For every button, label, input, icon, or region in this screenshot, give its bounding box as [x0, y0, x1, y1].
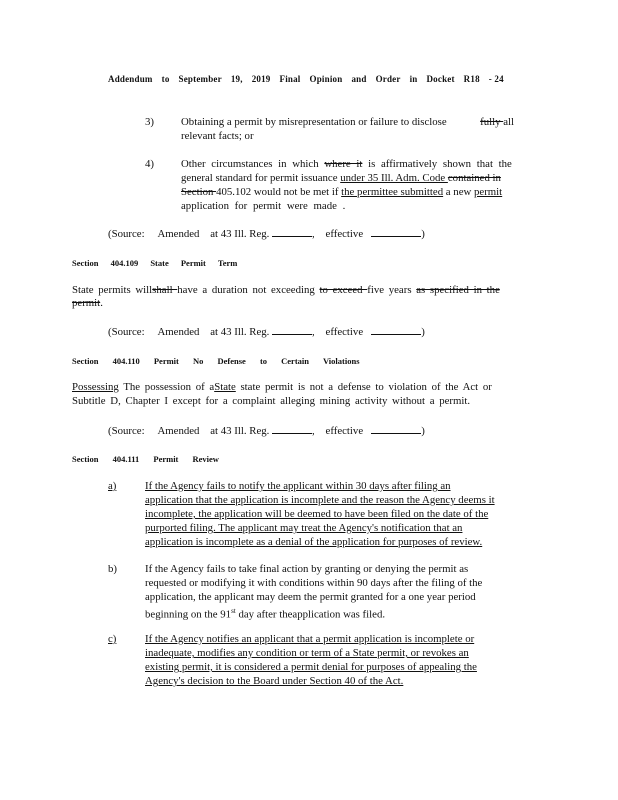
- section-404-109-heading: Section 404.109 State Permit Term: [72, 258, 238, 268]
- body-text: .: [100, 297, 103, 309]
- deleted-text: as specified in the: [416, 284, 500, 296]
- body-text: beginning on the 91: [145, 608, 232, 621]
- header-word: Order: [375, 74, 401, 84]
- subsection-a-text: [145, 479, 515, 549]
- inserted-text: inadequate, modifies any condition or term of a State permit, or revokes an: [145, 647, 469, 659]
- deleted-text: where it: [324, 158, 363, 170]
- section-404-111-heading: Section 404.111 Permit Review: [72, 454, 219, 464]
- inserted-text: If the Agency notifies an applicant that a permit application is incomplete or: [145, 633, 475, 645]
- source-effective: effective: [325, 326, 364, 338]
- body-text: state permit is not a defense to violation of the Act or: [235, 381, 492, 393]
- header-word: 19,: [230, 74, 243, 84]
- deleted-text: permit: [72, 297, 101, 309]
- item-4-text: is affirmatively shown that the: [362, 158, 512, 170]
- blank-line: [371, 226, 421, 237]
- header-word: Opinion: [309, 74, 343, 84]
- subsection-b-text: [145, 562, 515, 622]
- inserted-text: existing permit, it is considered a permit denial for purposes of appealing the: [145, 661, 477, 673]
- subsection-b-label: b): [108, 563, 117, 575]
- inserted-text: Agency's decision to the Board under Section 40 of the Act.: [145, 675, 404, 687]
- source-note: [108, 324, 425, 339]
- subsection-a-label: [108, 479, 116, 493]
- source-reg: at 43 Ill. Reg.: [210, 228, 270, 240]
- inserted-text: incomplete, the application will be deemed to have been filed on the date of the: [145, 508, 489, 520]
- header-word: Addendum: [108, 74, 153, 84]
- source-reg: at 43 Ill. Reg.: [210, 326, 270, 338]
- header-word: R18: [463, 74, 480, 84]
- section-404-109-line-2: [72, 296, 103, 310]
- inserted-text: permit: [474, 186, 503, 198]
- subsection-label: c): [108, 633, 117, 645]
- source-effective: effective: [325, 228, 364, 240]
- item-4-text: Other circumstances in which: [181, 158, 325, 170]
- inserted-text: under 35 Ill. Adm. Code: [340, 172, 448, 184]
- item-4-line-2: [181, 171, 514, 185]
- deleted-text: fully: [480, 116, 504, 128]
- item-3-text: Obtaining a permit by misrepresentation or failure to disclose: [181, 116, 447, 128]
- subsection-label: a): [108, 480, 117, 492]
- body-text: [145, 604, 515, 622]
- body-text: The possession of a: [118, 381, 215, 393]
- item-3-line-2: relevant facts; or: [181, 130, 254, 142]
- source-comma: ,: [312, 228, 315, 240]
- header-word: Final: [279, 74, 301, 84]
- inserted-text: State: [214, 381, 236, 393]
- inserted-text: application is incomplete as a denial of the application for purposes of review.: [145, 536, 483, 548]
- item-4-number: 4): [145, 158, 154, 170]
- superscript: st: [231, 607, 236, 615]
- item-4-text: a new: [443, 186, 474, 198]
- item-3-number: 3): [145, 116, 154, 128]
- blank-line: [371, 423, 421, 434]
- header-word: in: [409, 74, 418, 84]
- blank-line: [272, 324, 312, 335]
- source-label: (Source:: [108, 425, 145, 437]
- blank-line: [272, 226, 312, 237]
- source-note: [108, 423, 425, 438]
- inserted-text: application that the application is incomplete and the reason the Agency deems it: [145, 494, 495, 506]
- section-404-110-heading: Section 404.110 Permit No Defense to Certain Violations: [72, 356, 360, 366]
- body-text: have a duration not exceeding: [177, 284, 320, 296]
- body-text: requested or modifying it with conditions within 90 days after the filing of the: [145, 577, 483, 589]
- source-amended: Amended: [157, 228, 200, 240]
- item-4-line-3: [181, 185, 514, 199]
- body-text: five years: [367, 284, 417, 296]
- blank-line: [272, 423, 312, 434]
- source-label: (Source:: [108, 326, 145, 338]
- section-404-110-line-1: [72, 380, 518, 394]
- body-text: If the Agency fails to take final action by granting or denying the permit as: [145, 563, 469, 575]
- blank-line: [371, 324, 421, 335]
- inserted-text: If the Agency fails to notify the applicant within 30 days after filing an: [145, 480, 451, 492]
- item-4-line-4: application for permit were made .: [181, 200, 346, 212]
- header-word: 2019: [251, 74, 271, 84]
- deleted-text: shall: [152, 284, 178, 296]
- item-3-line-1: [181, 115, 514, 129]
- source-close: ): [421, 326, 425, 338]
- header-word: to: [161, 74, 170, 84]
- inserted-text: Possessing: [72, 381, 119, 393]
- item-3-text: all: [503, 116, 514, 128]
- body-text: State permits will: [72, 284, 153, 296]
- source-amended: Amended: [157, 425, 200, 437]
- source-comma: ,: [312, 425, 315, 437]
- header-word: - 24: [488, 74, 504, 84]
- inserted-text: the permittee submitted: [341, 186, 444, 198]
- deleted-text: to exceed: [319, 284, 368, 296]
- subsection-c-text: [145, 632, 515, 688]
- item-4-line-1: [181, 157, 514, 171]
- page-header: [108, 74, 504, 84]
- source-effective: effective: [325, 425, 364, 437]
- source-amended: Amended: [157, 326, 200, 338]
- item-4-text: 405.102 would not be met if: [216, 186, 342, 198]
- deleted-text: Section: [181, 186, 217, 198]
- subsection-c-label: [108, 632, 116, 646]
- source-note: [108, 226, 425, 241]
- deleted-text: contained in: [447, 172, 501, 184]
- source-label: (Source:: [108, 228, 145, 240]
- header-word: and: [351, 74, 367, 84]
- source-reg: at 43 Ill. Reg.: [210, 425, 270, 437]
- section-404-109-line-1: [72, 283, 518, 297]
- item-4-text: general standard for permit issuance: [181, 172, 341, 184]
- source-comma: ,: [312, 326, 315, 338]
- header-word: Docket: [426, 74, 455, 84]
- inserted-text: purported filing. The applicant may treat the Agency's notification that an: [145, 522, 463, 534]
- body-text: application, the applicant may deem the permit granted for a one year period: [145, 591, 476, 603]
- body-text: day after theapplication was filed.: [235, 608, 386, 621]
- section-404-110-line-2: Subtitle D, Chapter I except for a complaint alleging mining activity without a permit.: [72, 395, 471, 407]
- source-close: ): [421, 228, 425, 240]
- header-word: September: [178, 74, 222, 84]
- source-close: ): [421, 425, 425, 437]
